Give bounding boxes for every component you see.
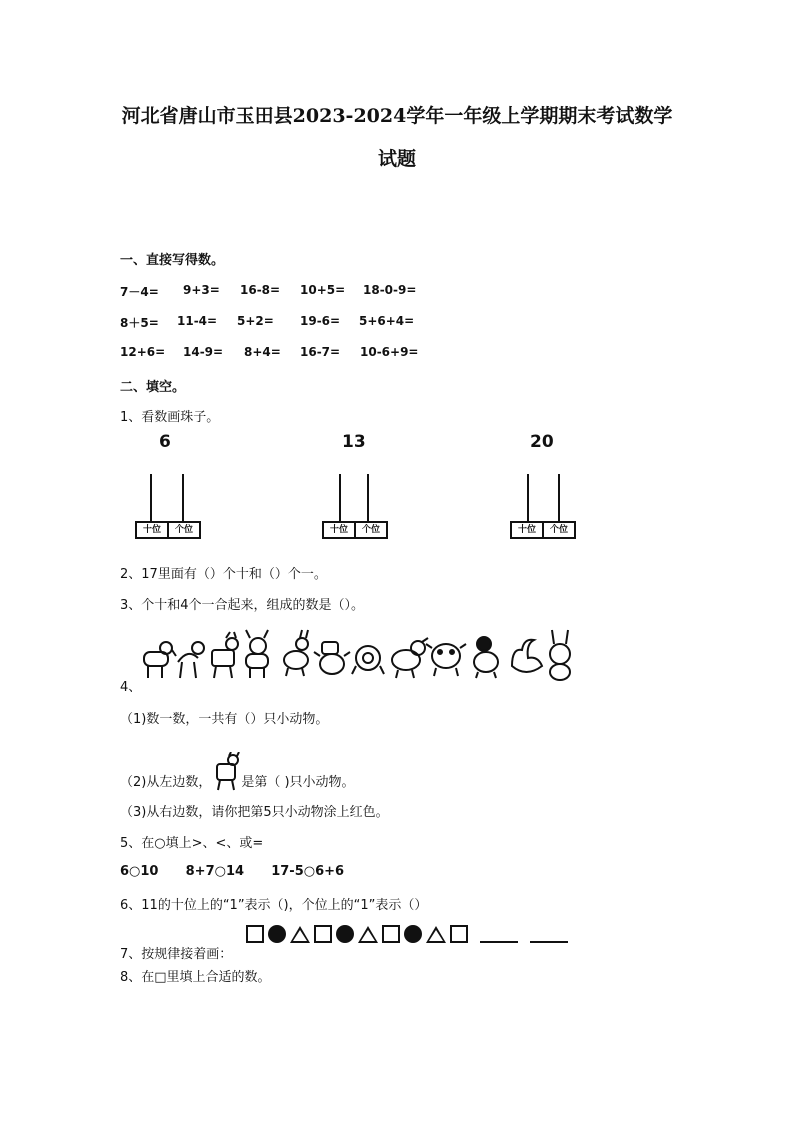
abacus-base xyxy=(322,521,388,539)
question-1: 1、看数画珠子。 xyxy=(120,410,220,425)
calc-item: 14-9= xyxy=(183,345,224,359)
calc-item: 10-6+9= xyxy=(360,345,419,359)
square-icon xyxy=(382,925,400,943)
question-8: 8、在□里填上合适的数。 xyxy=(120,970,271,985)
animal-icon xyxy=(172,642,204,678)
animal-icon xyxy=(512,640,542,672)
question-3: 3、个十和4个一合起来，组成的数是（）。 xyxy=(120,598,365,613)
animal-icon xyxy=(426,644,466,676)
question-2: 2、17里面有（）个十和（）个一。 xyxy=(120,567,327,582)
question-5-items: 6○10 8+7○14 17-5○6+6 xyxy=(120,864,345,879)
abacus-number: 20 xyxy=(530,432,554,452)
ones-label: 个位 xyxy=(167,523,199,537)
ones-rod xyxy=(558,474,560,522)
dog-animal-icon xyxy=(211,752,241,792)
animal-icon xyxy=(246,630,268,678)
calc-item: 5+6+4= xyxy=(359,314,415,328)
triangle-icon xyxy=(290,926,310,943)
section1-heading: 一、直接写得数。 xyxy=(120,253,225,268)
calc-item: 8+4= xyxy=(244,345,281,359)
calc-item: 16-7= xyxy=(300,345,341,359)
calc-item: 19-6= xyxy=(300,314,341,328)
calc-item: 12+6= xyxy=(120,345,166,359)
abacus-number: 13 xyxy=(342,432,366,452)
calc-item: 18-0-9= xyxy=(363,283,417,297)
question-4-1: （1)数一数，一共有（）只小动物。 xyxy=(120,712,329,727)
animal-icon xyxy=(550,630,570,680)
answer-blank[interactable] xyxy=(480,925,518,943)
shape-pattern xyxy=(246,918,568,950)
animal-icon xyxy=(474,637,498,678)
animals-illustration xyxy=(140,626,580,686)
abacus-number: 6 xyxy=(159,432,171,452)
animal-icon xyxy=(352,646,384,674)
abacus-base xyxy=(135,521,201,539)
abacus-20 xyxy=(510,432,590,547)
question-7: 7、按规律接着画： xyxy=(120,947,233,962)
calc-item: 11-4= xyxy=(177,314,218,328)
tens-rod xyxy=(527,474,529,522)
ones-label: 个位 xyxy=(354,523,386,537)
tens-rod xyxy=(339,474,341,522)
question-6: 6、11的十位上的“1”表示（)，个位上的“1”表示（） xyxy=(120,898,428,913)
question-4-2 xyxy=(120,752,355,792)
calc-item: 9+3= xyxy=(183,283,220,297)
ones-rod xyxy=(367,474,369,522)
tens-label: 十位 xyxy=(142,525,161,535)
square-icon xyxy=(450,925,468,943)
calc-item: 10+5= xyxy=(300,283,346,297)
calc-item: 16-8= xyxy=(240,283,281,297)
question-4: 4、 xyxy=(120,680,142,695)
question-4-2-suffix: 是第（ )只小动物。 xyxy=(241,775,355,790)
calc-item: 8＋5= xyxy=(120,316,159,330)
circle-icon xyxy=(404,925,422,943)
question-5: 5、在○填上>、<、或= xyxy=(120,836,264,851)
page-title-line1: 河北省唐山市玉田县2023-2024学年一年级上学期期末考试数学 xyxy=(121,105,673,127)
animal-icon xyxy=(212,632,238,678)
section2-heading: 二、填空。 xyxy=(120,380,186,395)
calc-item: 7－4= xyxy=(120,285,159,299)
answer-blank[interactable] xyxy=(530,925,568,943)
question-4-2-prefix: （2)从左边数， xyxy=(120,775,212,790)
animal-icon xyxy=(144,642,172,678)
question-4-3: （3)从右边数，请你把第5只小动物涂上红色。 xyxy=(120,805,389,820)
ones-label: 个位 xyxy=(542,523,574,537)
tens-label: 十位 xyxy=(517,525,536,535)
circle-icon xyxy=(268,925,286,943)
animal-icon xyxy=(392,638,428,678)
tens-rod xyxy=(150,474,152,522)
calc-item: 5+2= xyxy=(237,314,274,328)
triangle-icon xyxy=(358,926,378,943)
square-icon xyxy=(246,925,264,943)
page-title-line2: 试题 xyxy=(377,148,416,170)
triangle-icon xyxy=(426,926,446,943)
tens-label: 十位 xyxy=(329,525,348,535)
ones-rod xyxy=(182,474,184,522)
animal-icon xyxy=(284,630,308,676)
abacus-13 xyxy=(322,432,402,547)
square-icon xyxy=(314,925,332,943)
abacus-6 xyxy=(135,432,215,547)
circle-icon xyxy=(336,925,354,943)
animal-row-image xyxy=(140,626,580,686)
animal-icon xyxy=(314,642,350,674)
abacus-base xyxy=(510,521,576,539)
